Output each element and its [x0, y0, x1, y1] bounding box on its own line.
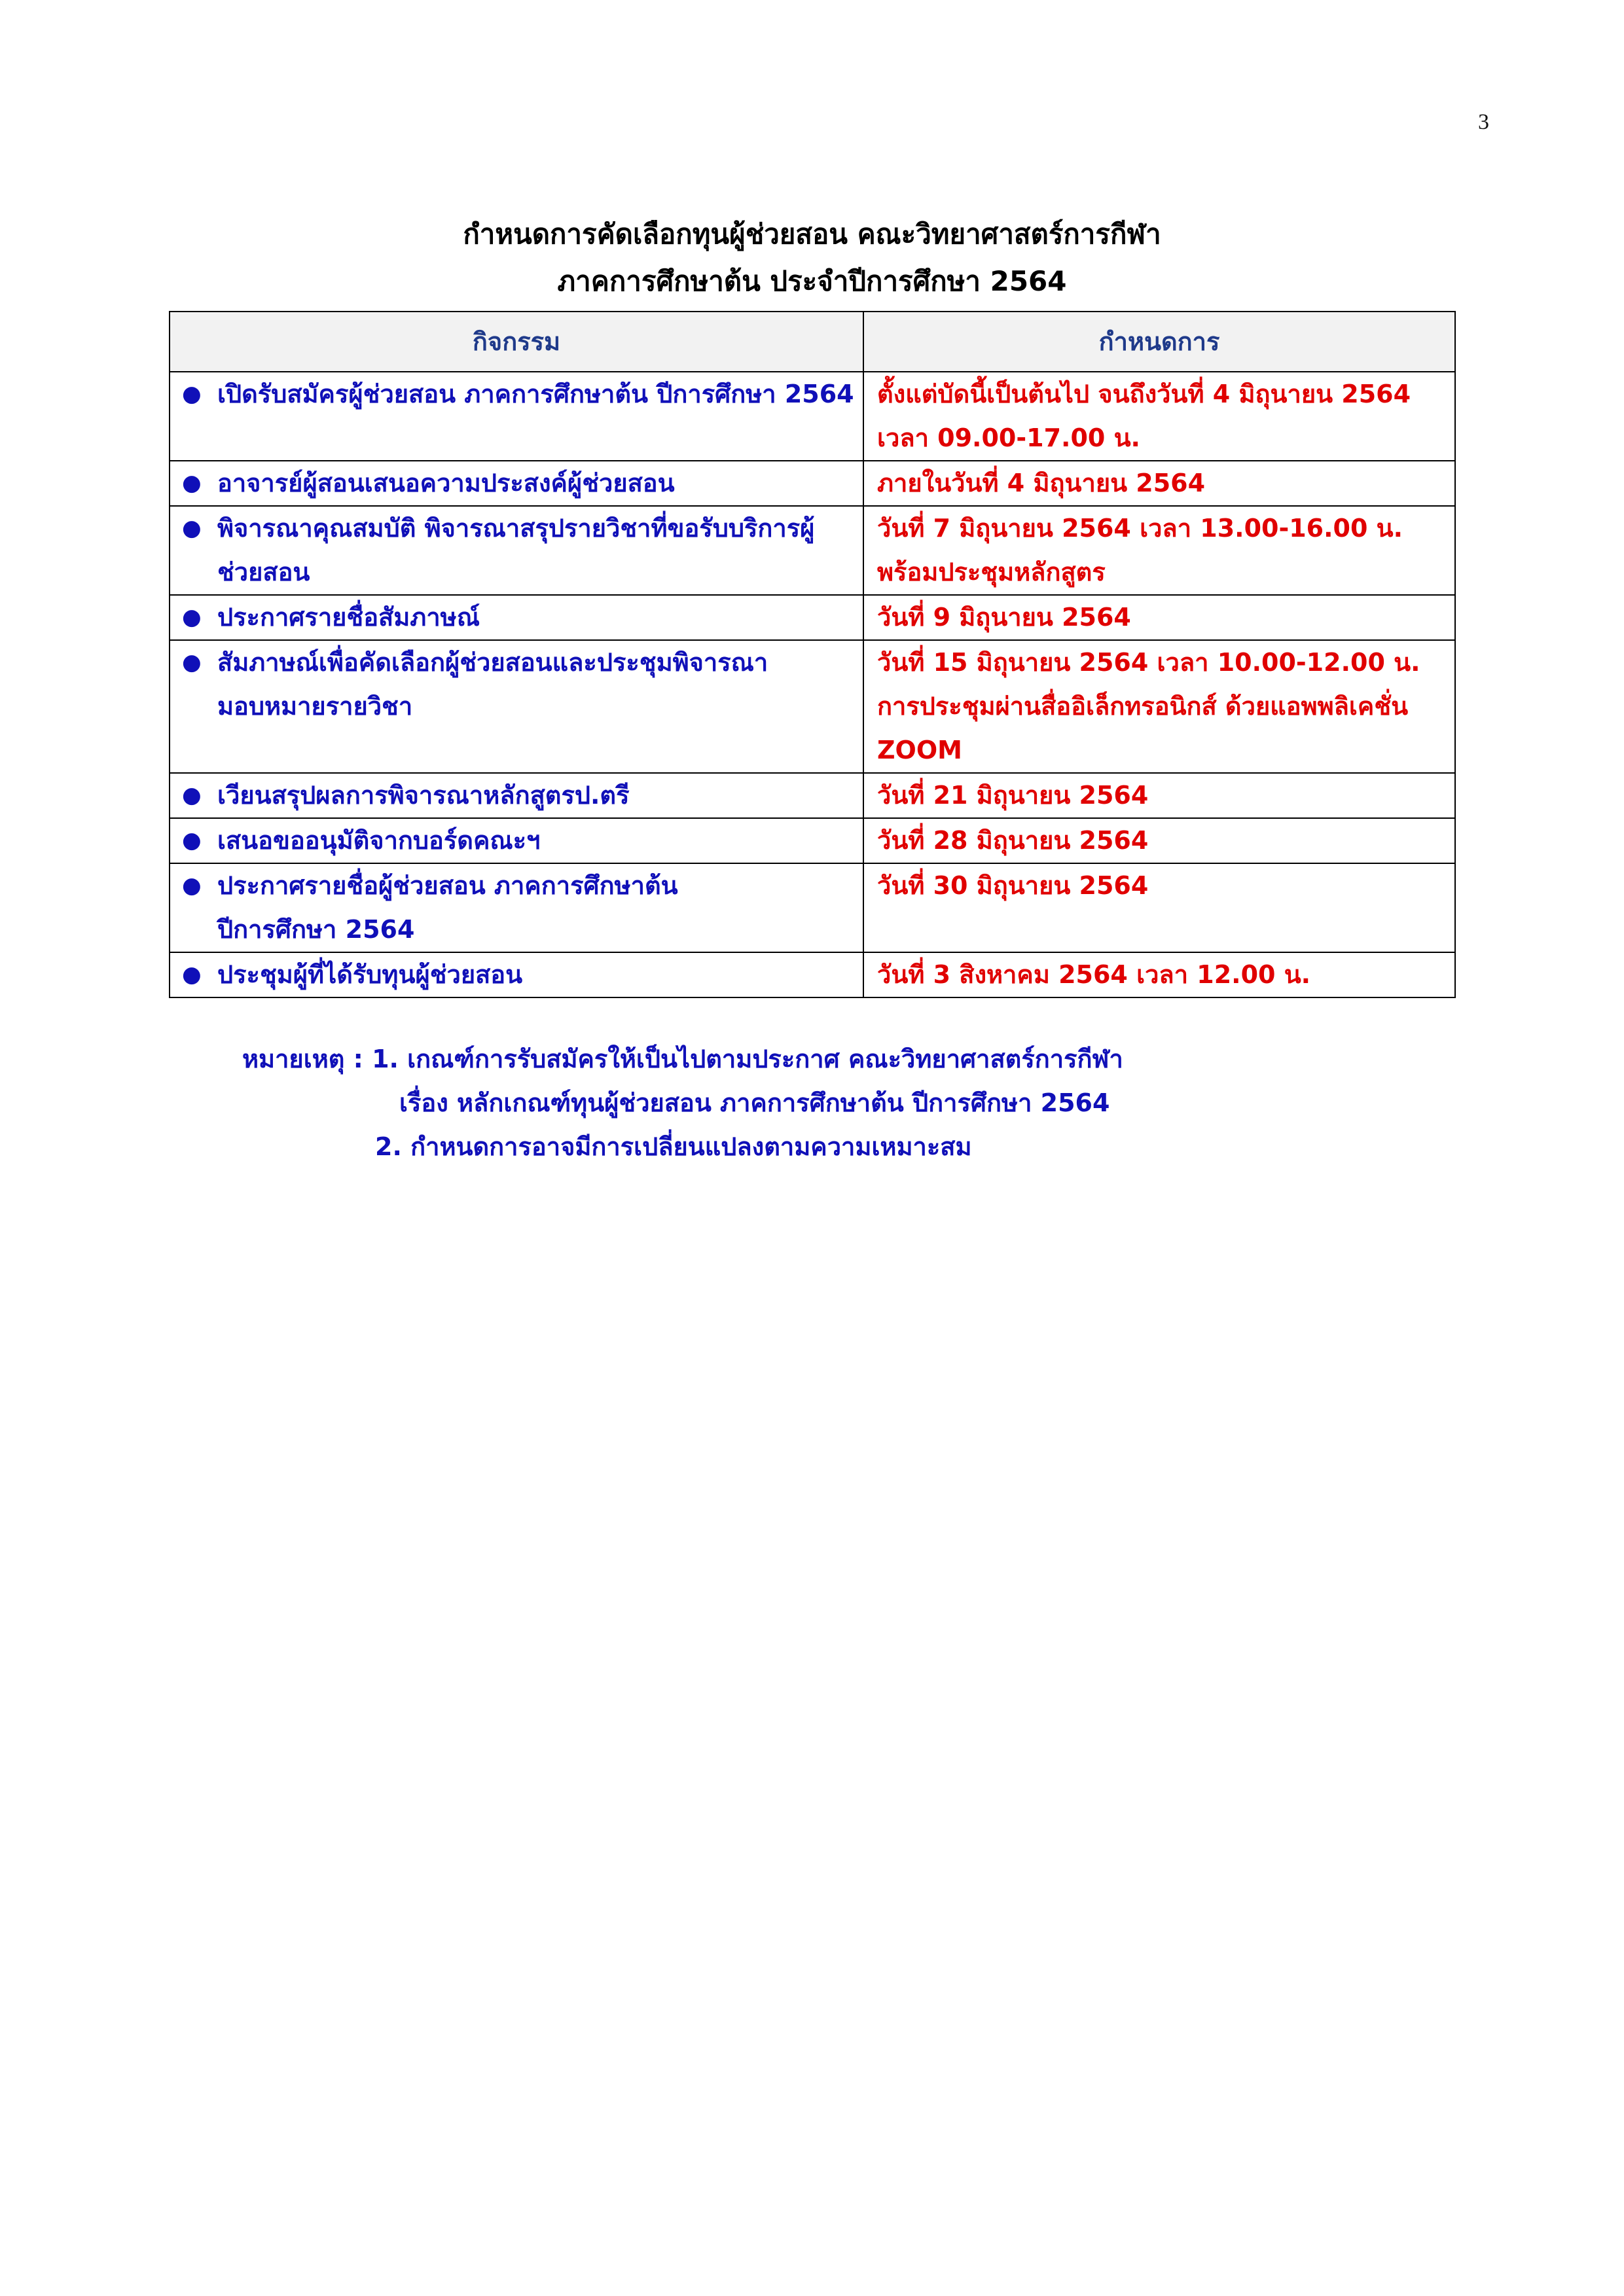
schedule-cell: วันที่ 7 มิถุนายน 2564 เวลา 13.00-16.00 น. พร้อมประชุมหลักสูตร — [863, 506, 1455, 595]
schedule-cell: วันที่ 30 มิถุนายน 2564 — [863, 863, 1455, 952]
bullet-icon: ● — [182, 872, 202, 899]
title-line-1: กำหนดการคัดเลือกทุนผู้ช่วยสอน คณะวิทยาศาสตร์การกีฬา — [463, 218, 1161, 250]
table-header-row — [170, 312, 1455, 372]
bullet-icon: ● — [182, 961, 202, 988]
table-row — [170, 863, 1455, 952]
table-row — [170, 372, 1455, 461]
remark-line-1: หมายเหตุ : 1. เกณฑ์การรับสมัครให้เป็นไปตามประกาศ คณะวิทยาศาสตร์การกีฬา — [242, 1045, 1123, 1073]
bullet-icon: ● — [182, 782, 202, 808]
bullet-icon: ● — [182, 515, 202, 541]
schedule-cell: ตั้งแต่บัดนี้เป็นต้นไป จนถึงวันที่ 4 มิถุนายน 2564 เวลา 09.00-17.00 น. — [863, 372, 1455, 461]
schedule-cell: วันที่ 28 มิถุนายน 2564 — [863, 818, 1455, 863]
schedule-cell: วันที่ 9 มิถุนายน 2564 — [863, 595, 1455, 640]
schedule-cell: วันที่ 15 มิถุนายน 2564 เวลา 10.00-12.00 น. การประชุมผ่านสื่ออิเล็กทรอนิกส์ ด้วยแอพพลิเคชั่น ZOOM — [863, 640, 1455, 773]
bullet-icon: ● — [182, 649, 202, 675]
activity-cell: ● เวียนสรุปผลการพิจารณาหลักสูตรป.ตรี — [170, 773, 863, 818]
activity-cell: ● เปิดรับสมัครผู้ช่วยสอน ภาคการศึกษาต้น ปีการศึกษา 2564 — [170, 372, 863, 461]
activity-cell: ● พิจารณาคุณสมบัติ พิจารณาสรุปรายวิชาที่ขอรับบริการผู้ช่วยสอน — [170, 506, 863, 595]
schedule-table — [169, 311, 1456, 998]
activity-cell: ● ประกาศรายชื่อผู้ช่วยสอน ภาคการศึกษาต้น ปีการศึกษา 2564 — [170, 863, 863, 952]
activity-cell: ● เสนอขออนุมัติจากบอร์ดคณะฯ — [170, 818, 863, 863]
bullet-icon: ● — [182, 604, 202, 630]
activity-cell: ● ประชุมผู้ที่ได้รับทุนผู้ช่วยสอน — [170, 952, 863, 997]
table-row — [170, 506, 1455, 595]
remark-line-2: เรื่อง หลักเกณฑ์ทุนผู้ช่วยสอน ภาคการศึกษาต้น ปีการศึกษา 2564 — [399, 1088, 1110, 1117]
schedule-cell: วันที่ 3 สิงหาคม 2564 เวลา 12.00 น. — [863, 952, 1455, 997]
title-line-2: ภาคการศึกษาต้น ประจำปีการศึกษา 2564 — [557, 265, 1067, 297]
activity-cell: ● สัมภาษณ์เพื่อคัดเลือกผู้ช่วยสอนและประชุมพิจารณา มอบหมายรายวิชา — [170, 640, 863, 773]
remarks — [242, 1037, 1123, 1169]
table-row — [170, 952, 1455, 997]
schedule-cell: วันที่ 21 มิถุนายน 2564 — [863, 773, 1455, 818]
page-number: 3 — [1478, 110, 1489, 134]
table-row — [170, 773, 1455, 818]
table-row — [170, 818, 1455, 863]
header-schedule: กำหนดการ — [863, 312, 1455, 372]
bullet-icon: ● — [182, 470, 202, 496]
page-title — [0, 211, 1624, 305]
schedule-cell: ภายในวันที่ 4 มิถุนายน 2564 — [863, 461, 1455, 506]
remark-line-3: 2. กำหนดการอาจมีการเปลี่ยนแปลงตามความเหมาะสม — [375, 1132, 972, 1161]
activity-cell: ● ประกาศรายชื่อสัมภาษณ์ — [170, 595, 863, 640]
table-row — [170, 640, 1455, 773]
bullet-icon: ● — [182, 827, 202, 853]
bullet-icon: ● — [182, 381, 202, 407]
header-activity: กิจกรรม — [170, 312, 863, 372]
table-row — [170, 461, 1455, 506]
table-row — [170, 595, 1455, 640]
activity-cell: ● อาจารย์ผู้สอนเสนอความประสงค์ผู้ช่วยสอน — [170, 461, 863, 506]
